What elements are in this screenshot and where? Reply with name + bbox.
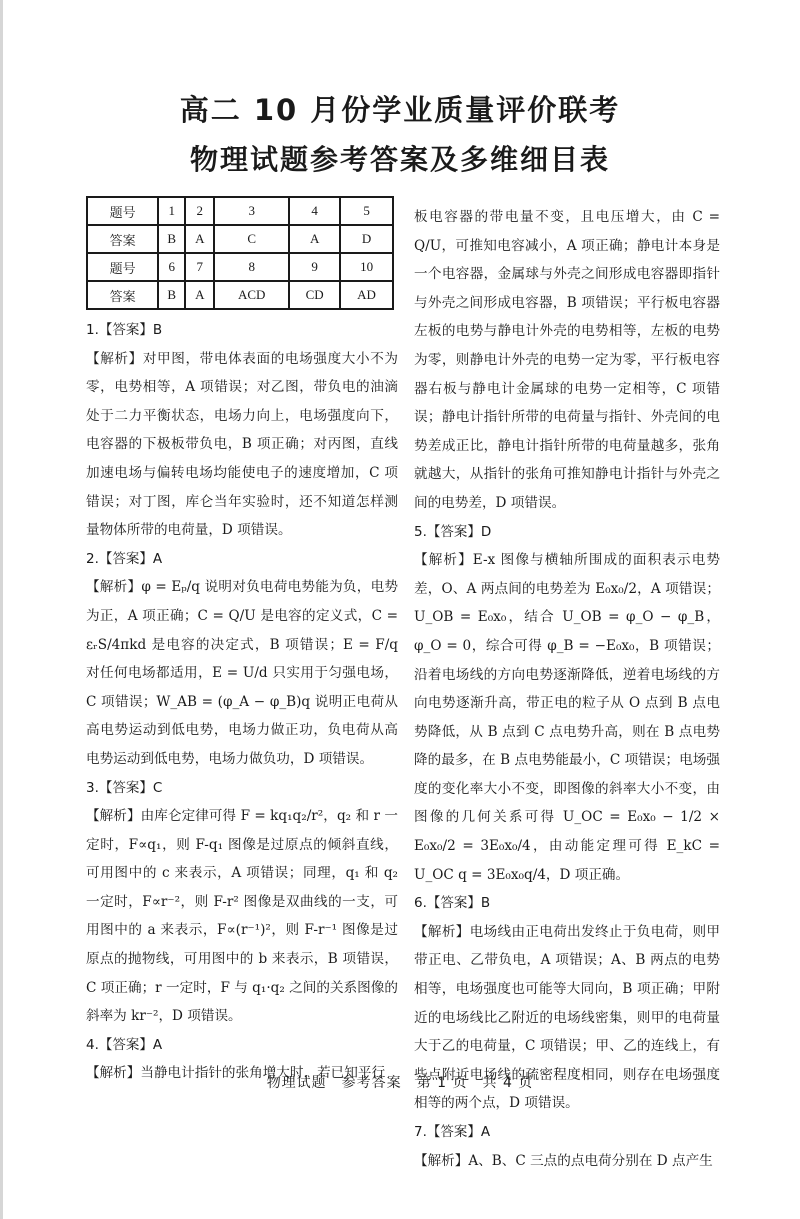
table-cell: A [289, 225, 340, 253]
q4-explanation-start: 【解析】当静电计指针的张角增大时，若已知平行 [86, 1065, 386, 1082]
table-cell: 10 [340, 253, 393, 281]
table-cell: 6 [158, 253, 185, 281]
q2-explanation: 【解析】φ = Eₚ/q 说明对负电荷电势能为负，电势为正，A 项正确；C = Q/U 是电容的定义式，C = εᵣS/4πkd 是电容的决定式，B 项错误；E = F/q 对任何电场都适用，E = U/d 只实用于匀强电场，C 项错误；W_AB = (φ_A − φ_B)q 说明正电荷从高电势运动到低电势，电场力做正功，负电荷从高电势运动到低电势，电场力做负功，D 项错误。 [86, 579, 398, 767]
table-cell: B [158, 225, 185, 253]
table-cell: ACD [214, 281, 289, 309]
q4-answer: 4.【答案】A [86, 1036, 163, 1053]
q1-answer: 1.【答案】B [86, 322, 163, 338]
q6-explanation: 【解析】电场线由正电荷出发终止于负电荷，则甲带正电、乙带负电，A 项错误；A、B 两点的电势相等，电场强度也可能等大同向，B 项正确；甲附近的电场线比乙附近的电场线密集，则甲的电荷量大于乙的电荷量，C 项错误；甲、乙的连线上，有些点附近电场线的疏密程度相同，则存在电场强度相等的两个点，D 项错误。 [414, 923, 720, 1112]
answer-table [86, 196, 394, 310]
left-column [86, 316, 398, 1088]
table-cell: 答案 [87, 225, 158, 253]
q5-answer: 5.【答案】D [414, 523, 492, 540]
q1-explanation: 【解析】对甲图，带电体表面的电场强度大小不为零，电势相等，A 项错误；对乙图，带负电的油滴处于二力平衡状态，电场力向上，电场强度向下，电容器的下极板带负电，B 项正确；对丙图，直线加速电场与偏转电场均能使电子的速度增加，C 项错误；对丁图，库仑当年实验时，还不知道怎样测量物体所带的电荷量，D 项错误。 [86, 350, 398, 539]
q5-explanation: 【解析】E-x 图像与横轴所围成的面积表示电势差，O、A 两点间的电势差为 E₀x₀/2，A 项错误；U_OB = E₀x₀，结合 U_OB = φ_O − φ_B，φ_O = 0，综合可得 φ_B = −E₀x₀，B 项错误；沿着电场线的方向电势逐渐降低，逆着电场线的方向电势逐渐升高，带正电的粒子从 O 点到 B 点电势降低，从 B 点到 C 点电势升高，则在 B 点电势降的最多，在 B 点电势能最小，C 项错误；电场强度的变化率大小不变，即图像的斜率大小不变，由图像的几何关系可得 U_OC = E₀x₀ − 1/2 × E₀x₀/2 = 3E₀x₀/4，由动能定理可得 E_kC = U_OC q = 3E₀x₀q/4，D 项正确。 [414, 552, 720, 883]
q6-answer: 6.【答案】B [414, 895, 491, 912]
table-cell: 答案 [87, 281, 158, 309]
table-cell: CD [289, 281, 340, 309]
table-cell: 1 [158, 197, 185, 225]
scan-edge [0, 0, 3, 1219]
table-cell: 3 [214, 197, 289, 225]
right-column [414, 203, 720, 1175]
table-cell: 题号 [87, 197, 158, 225]
page-title: 高二 10 月份学业质量评价联考 [179, 93, 621, 127]
table-cell: 5 [340, 197, 393, 225]
q3-explanation: 【解析】由库仑定律可得 F = kq₁q₂/r²，q₂ 和 r 一定时，F∝q₁，则 F-q₁ 图像是过原点的倾斜直线，可用图中的 c 来表示，A 项错误；同理，q₁ 和 q₂ 一定时，F∝r⁻²，则 F-r² 图像是双曲线的一支，可用图中的 a 来表示，F∝(r⁻¹)²，则 F-r⁻¹ 图像是过原点的抛物线，可用图中的 b 来表示，B 项错误，C 项正确；r 一定时，F 与 q₁·q₂ 之间的关系图像的斜率为 kr⁻²，D 项错误。 [86, 808, 398, 1025]
table-cell: AD [340, 281, 393, 309]
q7-answer: 7.【答案】A [414, 1124, 491, 1140]
table-row [87, 225, 393, 253]
table-cell: 9 [289, 253, 340, 281]
table-cell: 7 [185, 253, 214, 281]
table-cell: 题号 [87, 253, 158, 281]
table-cell: 8 [214, 253, 289, 281]
table-cell: C [214, 225, 289, 253]
q3-answer: 3.【答案】C [86, 779, 163, 796]
table-cell: 4 [289, 197, 340, 225]
table-cell: A [185, 225, 214, 253]
page-subtitle: 物理试题参考答案及多维细目表 [189, 143, 610, 176]
q7-explanation-start: 【解析】A、B、C 三点的点电荷分别在 D 点产生 [414, 1152, 713, 1169]
q2-answer: 2.【答案】A [86, 550, 163, 567]
page-footer: 物理试题 参考答案 第 1 页 共 4 页 [266, 1075, 534, 1091]
table-row [87, 281, 393, 309]
table-row [87, 197, 393, 225]
table-cell: B [158, 281, 185, 309]
table-row [87, 253, 393, 281]
table-cell: A [185, 281, 214, 309]
q4-explanation-cont: 板电容器的带电量不变，且电压增大，由 C = Q/U，可推知电容减小，A 项正确；静电计本身是一个电容器，金属球与外壳之间形成电容器即指针与外壳之间形成电容器，B 项错误；平行板电容器左板的电势与静电计外壳的电势相等，左板的电势为零，则静电计外壳的电势一定为零，平行板电容器右板与静电计金属球的电势一定相等，C 项错误；静电计指针所带的电荷量与指针、外壳间的电势差成正比，静电计指针所带的电荷量越多，张角就越大，从指针的张角可推知静电计指针与外壳之间的电势差，D 项错误。 [414, 209, 720, 511]
table-cell: 2 [185, 197, 214, 225]
table-cell: D [340, 225, 393, 253]
